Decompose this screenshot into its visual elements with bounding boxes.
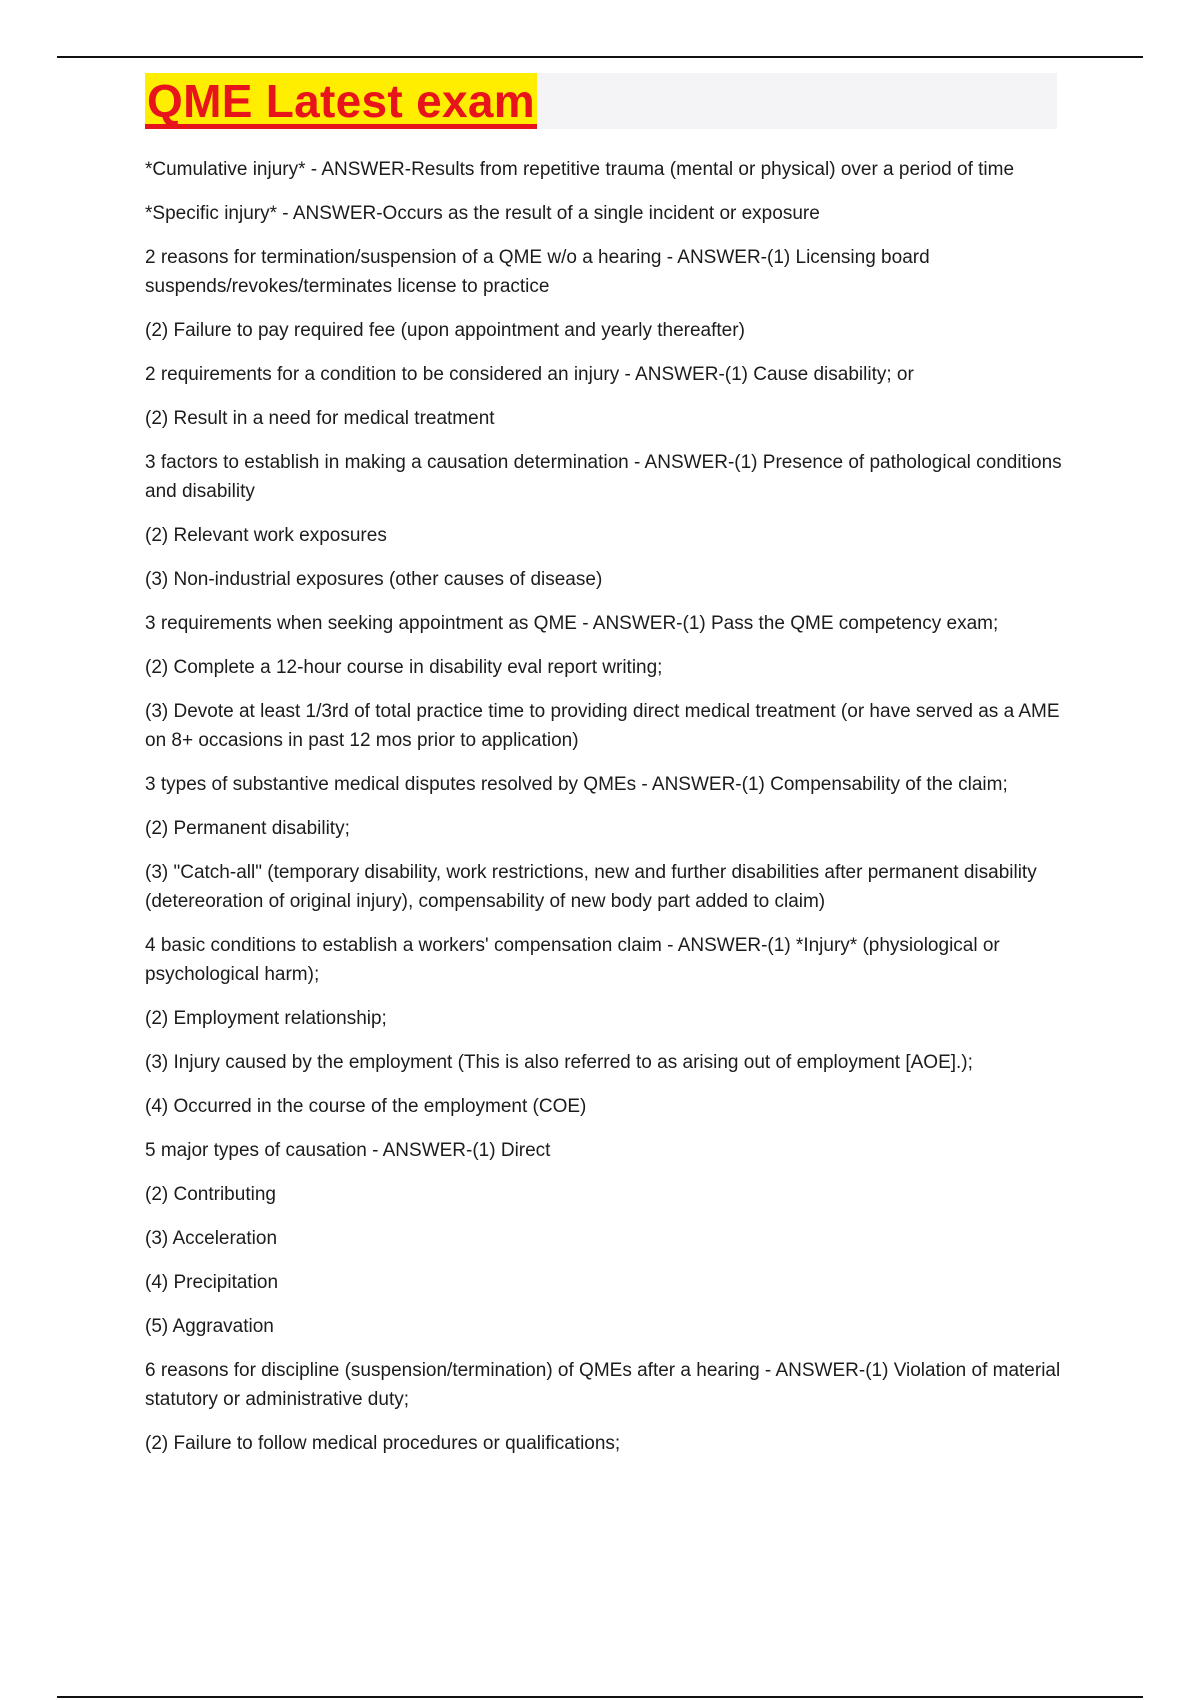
qa-line: (2) Failure to pay required fee (upon appointment and yearly thereafter) [145,320,745,341]
qa-line: (3) Devote at least 1/3rd of total practice time to providing direct medical treatment (or have served as a AME on 8+ occasions in past 12 mos prior to application) [145,701,1060,751]
qa-line: (2) Permanent disability; [145,818,350,839]
qa-line: 3 requirements when seeking appointment as QME - ANSWER-(1) Pass the QME competency exam; [145,613,999,634]
qa-line: (2) Complete a 12-hour course in disability eval report writing; [145,657,663,678]
qa-line: 4 basic conditions to establish a workers' compensation claim - ANSWER-(1) *Injury* (physiological or psychological harm); [145,935,1000,985]
qa-line: 3 factors to establish in making a causation determination - ANSWER-(1) Presence of pathological conditions and disability [145,452,1062,502]
qa-line: (3) Injury caused by the employment (This is also referred to as arising out of employment [AOE].); [145,1052,973,1073]
document-body [145,155,1065,1473]
qa-line: (3) "Catch-all" (temporary disability, work restrictions, new and further disabilities after permanent disability (detereoration of original injury), compensability of new body part added to claim) [145,862,1037,912]
qa-line: (5) Aggravation [145,1316,274,1337]
qa-line: 2 reasons for termination/suspension of a QME w/o a hearing - ANSWER-(1) Licensing board suspends/revokes/terminates license to practice [145,247,930,297]
qa-line: *Cumulative injury* - ANSWER-Results from repetitive trauma (mental or physical) over a period of time [145,159,1015,180]
qa-line: (3) Non-industrial exposures (other causes of disease) [145,569,603,590]
qa-line: (4) Precipitation [145,1272,279,1293]
qa-line: (2) Employment relationship; [145,1008,387,1029]
qa-line: 6 reasons for discipline (suspension/termination) of QMEs after a hearing - ANSWER-(1) Violation of material statutory or administrative duty; [145,1360,1061,1410]
qa-line: (2) Result in a need for medical treatment [145,408,495,429]
qa-line: 2 requirements for a condition to be considered an injury - ANSWER-(1) Cause disability; or [145,364,914,385]
document-title: QME Latest exam [147,75,535,127]
qa-line: (2) Failure to follow medical procedures or qualifications; [145,1433,621,1454]
qa-line: *Specific injury* - ANSWER-Occurs as the result of a single incident or exposure [145,203,820,224]
qa-line: (2) Contributing [145,1184,276,1205]
qa-line: (4) Occurred in the course of the employment (COE) [145,1096,587,1117]
qa-line: (3) Acceleration [145,1228,278,1249]
top-rule [57,56,1143,58]
qa-line: (2) Relevant work exposures [145,525,387,546]
bottom-rule [57,1696,1143,1698]
qa-line: 3 types of substantive medical disputes resolved by QMEs - ANSWER-(1) Compensability of the claim; [145,774,1008,795]
qa-line: 5 major types of causation - ANSWER-(1) Direct [145,1140,551,1161]
